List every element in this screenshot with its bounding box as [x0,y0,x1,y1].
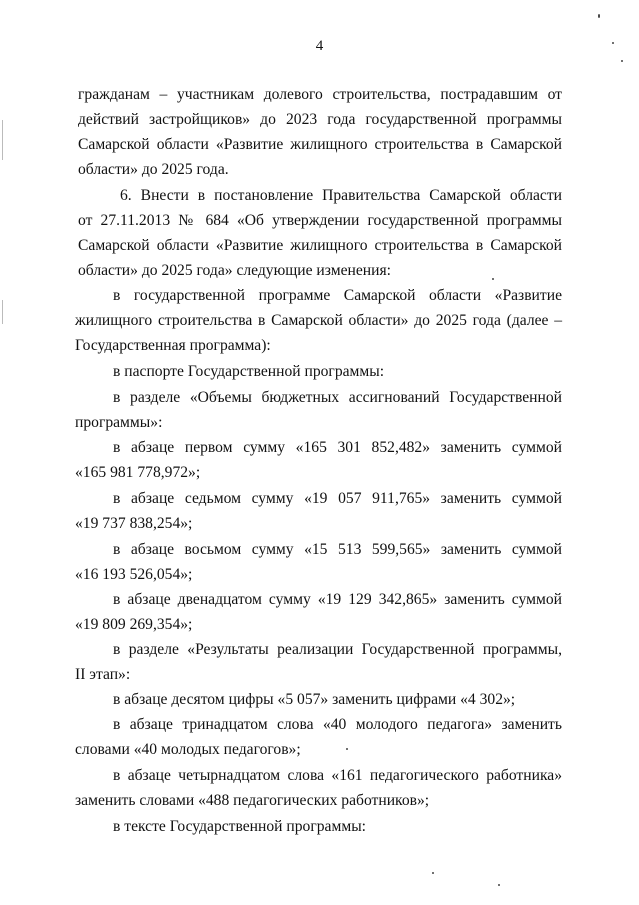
text-line: области» до 2025 года» следующие изменения: [78,262,391,279]
text-line: Самарской области «Развитие жилищного строительства в Самарской [78,237,562,254]
page-number: 4 [315,38,324,54]
text-line: 6. Внести в постановление Правительства Самарской области [120,187,562,204]
scan-speck [612,42,614,44]
text-line: в паспорте Государственной программы: [113,363,385,380]
text-line: «19 737 838,254»; [75,515,193,532]
text-line: в абзаце четырнадцатом слова «161 педагогического работника» [113,767,562,784]
text-line: области» до 2025 года. [78,161,229,178]
scan-speck [492,278,494,280]
text-line: Самарской области «Развитие жилищного строительства в Самарской [78,136,562,153]
text-line: Государственная программа): [75,337,271,354]
text-line: словами «40 молодых педагогов»; [75,741,301,758]
scan-speck [598,14,600,18]
scan-speck [621,60,623,62]
text-line: гражданам – участникам долевого строительства, пострадавшим от [78,86,562,103]
scan-speck [346,748,348,750]
text-line: в абзаце десятом цифры «5 057» заменить цифрами «4 302»; [113,691,516,708]
text-line: II этап»: [75,666,131,683]
text-line: «165 981 778,972»; [75,464,201,481]
text-line: в абзаце первом сумму «165 301 852,482» заменить суммой [113,439,562,456]
text-line: в абзаце тринадцатом слова «40 молодого педагога» заменить [113,716,562,733]
text-line: в абзаце восьмом сумму «15 513 599,565» заменить суммой [113,541,562,558]
text-line: программы»: [75,414,163,431]
text-line: в тексте Государственной программы: [113,818,367,835]
text-line: «19 809 269,354»; [75,616,193,633]
text-line: заменить словами «488 педагогических работников»; [75,792,430,809]
text-line: в разделе «Объемы бюджетных ассигнований Государственной [113,389,562,406]
text-line: от 27.11.2013 № 684 «Об утверждении государственной программы [78,212,562,229]
scan-speck [498,884,500,886]
scan-edge-mark [2,300,3,324]
text-line: «16 193 526,054»; [75,566,193,583]
scan-edge-mark [2,120,3,160]
text-line: действий застройщиков» до 2023 года государственной программы [78,111,562,128]
text-line: жилищного строительства в Самарской области» до 2025 года (далее – [75,312,562,329]
text-line: в разделе «Результаты реализации Государственной программы, [113,641,562,658]
scan-speck [432,872,434,874]
text-line: в государственной программе Самарской области «Развитие [113,287,562,304]
text-line: в абзаце седьмом сумму «19 057 911,765» заменить суммой [113,490,562,507]
text-line: в абзаце двенадцатом сумму «19 129 342,865» заменить суммой [113,591,562,608]
